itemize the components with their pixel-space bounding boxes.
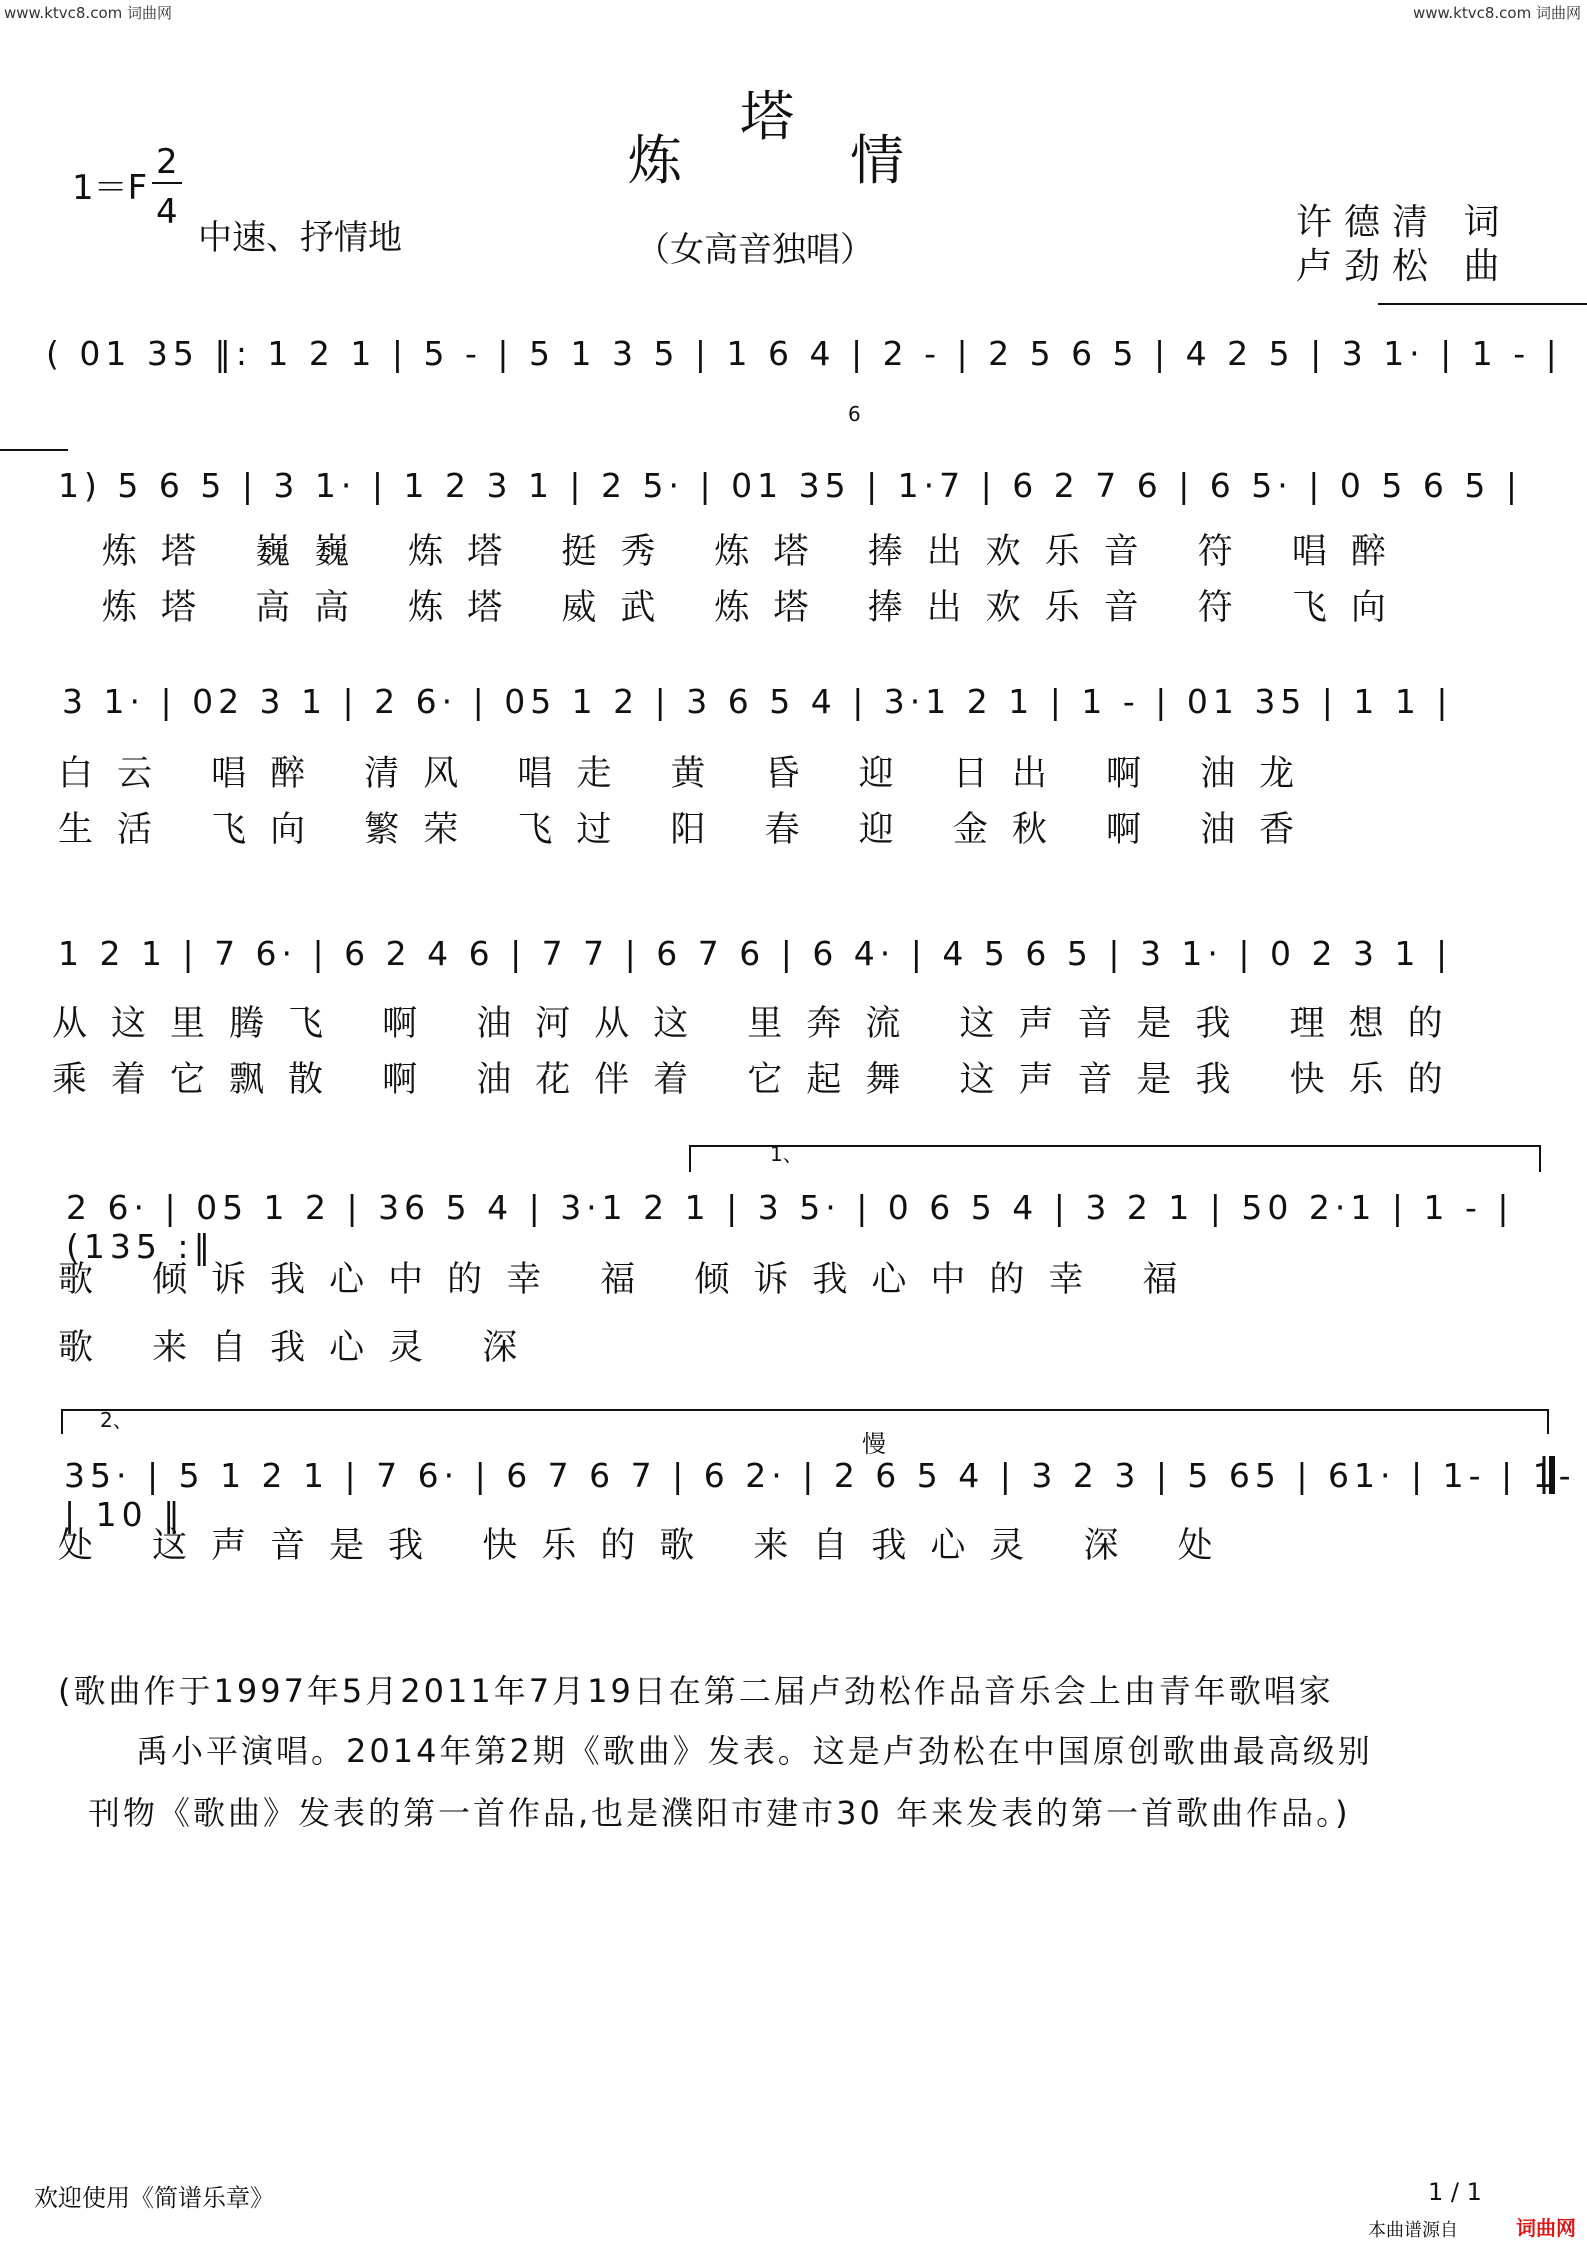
score-system-2: 1) 5 6 5 | 3 1· | 1 2 3 1 | 2 5· | 01 35 | 1·7 | 6 2 7 6 | 6 5· | 0 5 6 5 | [58,466,1522,505]
score-system-1: ( 01 35 ‖: 1 2 1 | 5 - | 5 1 3 5 | 1 6 4 | 2 - | 2 5 6 5 | 4 2 5 | 3 1· | 1 - | [46,334,1562,373]
score-system-6: 35· | 5 1 2 1 | 7 6· | 6 7 6 7 | 6 2· | 2 6 5 4 | 3 2 3 | 5 65 | 61· | 1- | 1- | 10 ‖ [64,1456,1576,1534]
tempo-marking: 中速、抒情地 [198,218,402,258]
score-system-4: 1 2 1 | 7 6· | 6 2 4 6 | 7 7 | 6 7 6 | 6 4· | 4 5 6 5 | 3 1· | 0 2 3 1 | [58,934,1453,973]
source-label: 本曲谱源自 [1368,2220,1458,2241]
footer-credit: 欢迎使用《简谱乐章》 [34,2184,274,2212]
volta-1-label: 1、 [770,1142,803,1166]
title-char-1: 炼 [628,129,682,192]
volta-1-bracket [690,1146,1540,1172]
lyric-line-6: 处 这声音是我 快乐的歌 来自我心灵 深 处 [58,1526,1237,1566]
site-logo: 词曲网 [1516,2216,1576,2240]
watermark-left: www.ktvc8.com 词曲网 [4,4,173,22]
time-signature-bottom: 4 [156,192,178,232]
lyric-line-2-verse-1: 炼塔 巍巍 炼塔 挺秀 炼塔 捧出欢乐音 符 唱醉 [102,532,1410,572]
page-number: 1 / 1 [1428,2178,1482,2206]
description-line-2: 禹小平演唱。2014年第2期《歌曲》发表。这是卢劲松在中国原创歌曲最高级别 [136,1732,1373,1770]
title-char-3: 情 [850,129,904,192]
lyric-line-4-verse-2: 乘着它飘散 啊 油花伴着 它起舞 这声音是我 快乐的 [52,1060,1467,1100]
score-system-3: 3 1· | 02 3 1 | 2 6· | 05 1 2 | 3 6 5 4 | 3·1 2 1 | 1 - | 01 35 | 1 1 | [62,682,1453,721]
description-line-1: (歌曲作于1997年5月2011年7月19日在第二届卢劲松作品音乐会上由青年歌唱家 [58,1672,1334,1710]
volta-2-label: 2、 [100,1408,133,1432]
description-line-3: 刊物《歌曲》发表的第一首作品,也是濮阳市建市30 年来发表的第一首歌曲作品。) [88,1794,1351,1832]
lyric-line-4-verse-1: 从这里腾飞 啊 油河从这 里奔流 这声音是我 理想的 [52,1004,1467,1044]
lyric-line-2-verse-2: 炼塔 高高 炼塔 威武 炼塔 捧出欢乐音 符 飞向 [102,588,1410,628]
lyric-line-5-verse-1: 歌 倾诉我心中的幸 福 倾诉我心中的幸 福 [58,1260,1202,1300]
grace-note-6: 6 [848,402,861,426]
composer: 卢劲松 曲 [1296,246,1512,287]
performance-note: （女高音独唱） [636,230,874,270]
time-signature-top: 2 [156,142,178,182]
key-signature: 1＝F [72,168,148,208]
volta-2-bracket [62,1410,1548,1434]
lyric-line-3-verse-2: 生活 飞向 繁荣 飞过 阳 春 迎 金秋 啊 油香 [58,810,1319,850]
watermark-right: www.ktvc8.com 词曲网 [1412,4,1581,22]
title-char-2: 塔 [740,85,794,148]
lyricist: 许德清 词 [1296,202,1512,243]
tempo-slow-mark: 慢 [862,1430,886,1458]
lyric-line-3-verse-1: 白云 唱醉 清风 唱走 黄 昏 迎 日出 啊 油龙 [58,754,1319,794]
score-system-5: 2 6· | 05 1 2 | 36 5 4 | 3·1 2 1 | 3 5· | 0 6 5 4 | 3 2 1 | 50 2·1 | 1 - | (135 :‖ [66,1188,1514,1266]
lyric-line-5-verse-2: 歌 来自我心灵 深 [58,1328,542,1368]
